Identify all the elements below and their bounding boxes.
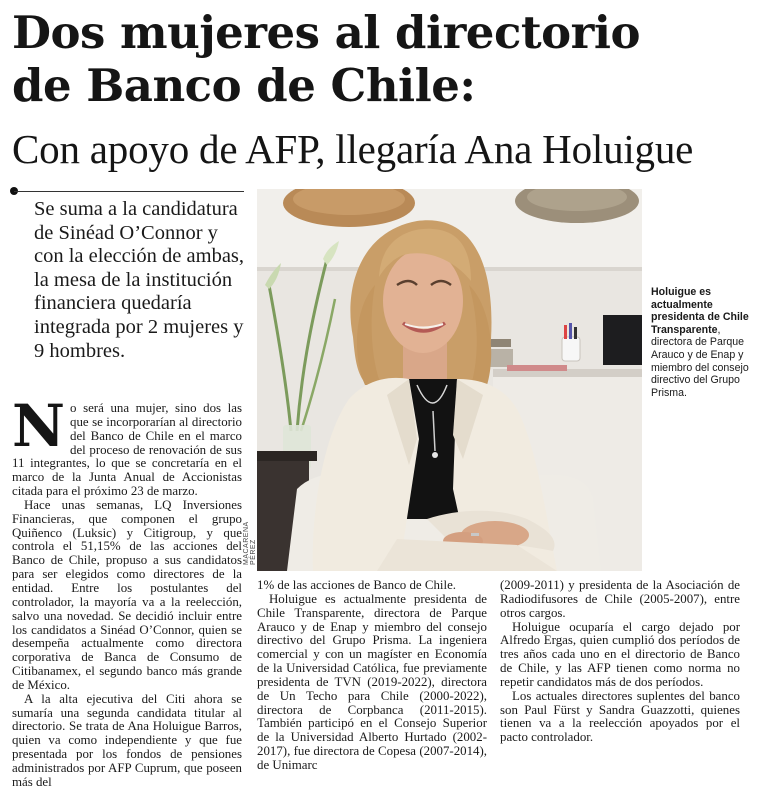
paragraph (12, 392, 242, 499)
paragraph: Holuigue es actualmente presidenta de Chile Transparente, directora de Parque Arauco y de Enap y miembro del consejo directivo del Grupo Prisma. La ingeniera comercial y con un magíster en Economía de la Universidad Católica, fue previamente presidenta de TVN (2019-2022), directora de Un Techo para Chile (2000-2022), directora de Corpbanca (2011-2015). También participó en el Consejo Superior de la Universidad Alberto Hurtado (2002-2017), fue directora de Copesa (2007-2014), de Unimarc (257, 591, 487, 772)
photo-credit: MACARENA PÉREZ (243, 521, 257, 565)
paragraph: A la alta ejecutiva del Citi ahora se sumaría una segunda candidata titular al directorio. Se trata de Ana Holuigue Barros, quien va como independiente y que fue presentada por los fondos de pensiones administrados por AFP Cuprum, que poseen más del (12, 691, 242, 789)
summary-rule (14, 191, 244, 192)
paragraph: Holuigue ocuparía el cargo dejado por Alfredo Ergas, quien cumplió dos períodos de tres años cada uno en el directorio de Banco de Chile, y las AFP tienen como norma no repetir candidatos más de dos períodos. (500, 619, 740, 689)
caption-rest: , directora de Parque Arauco y de Enap y miembro del consejo directivo del Grupo Prisma. (651, 323, 749, 399)
paragraph: 1% de las acciones de Banco de Chile. (257, 578, 457, 592)
article-column-3 (500, 579, 740, 745)
summary-lead: Se suma a la candidatura de Sinéad O’Connor y con la elección de ambas, la mesa de la institución financiera quedaría integrada por 2 mujeres y 9 hombres. (34, 198, 245, 362)
drop-cap: N (12, 392, 66, 460)
photo-caption (651, 286, 763, 399)
headline (12, 6, 762, 112)
portrait-illustration (257, 189, 642, 571)
paragraph: Hace unas semanas, LQ Inversiones Financieras, que componen el grupo Quiñenco (Luksic) y Citigroup, y que controla el 51,15% de las acciones del Banco de Chile, propuso a sus candidatos para ser elegidos como directores de la entidad. Entre los postulantes del controlador, la mayoría va a la reelección, salvo una novedad. Se decidió incluir entre los candidatos a Sinéad O’Connor, quien se desempeña actualmente como directora corporativa de Banca de Consumo de Citibanamex, el segundo banco más grande de México. (12, 497, 242, 692)
article-photo (257, 189, 642, 571)
paragraph: Los actuales directores suplentes del banco son Paul Fürst y Sandra Guazzotti, quienes tienen va a la reelección apoyados por el pacto controlador. (500, 688, 740, 745)
article-column-1 (12, 392, 242, 790)
paragraph: (2009-2011) y presidenta de la Asociación de Radiodifusores de Chile (2005-2007), entre otros cargos. (500, 578, 740, 620)
paragraph-text: o será una mujer, sino dos las que se incorporarían al directorio del Banco de Chile en el marco del proceso de renovación de sus 11 integrantes, lo que se concretaría en el marco de la Junta Anual de Accionistas citada para el próximo 23 de marzo. (12, 401, 242, 499)
headline-line-2: de Banco de Chile: (12, 59, 476, 112)
subheadline: Con apoyo de AFP, llegaría Ana Holuigue (12, 126, 694, 172)
headline-line-1: Dos mujeres al directorio (12, 6, 640, 59)
caption-bold: Holuigue es actualmente presidenta de Chile Transparente (651, 286, 749, 336)
article-column-2 (257, 579, 487, 773)
